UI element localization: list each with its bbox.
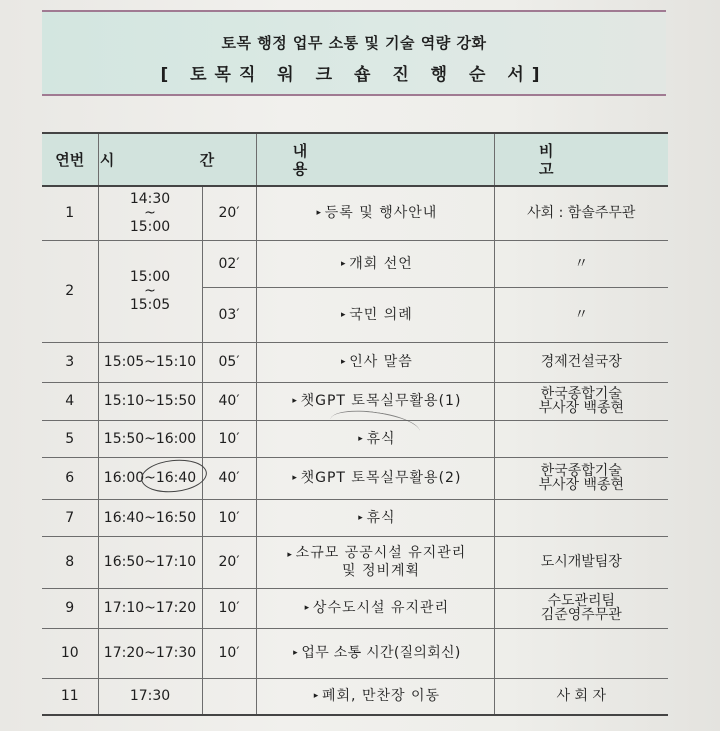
column-header-content: 내 용 xyxy=(256,133,494,186)
time-cell xyxy=(98,186,202,240)
table-row xyxy=(42,628,668,678)
content-text: 국민 의례 xyxy=(349,306,413,323)
column-header-no: 연번 xyxy=(42,133,98,186)
table-row xyxy=(42,678,668,715)
duration-cell: 10′ xyxy=(202,628,256,678)
duration-cell: 03′ xyxy=(202,287,256,342)
row-number: 4 xyxy=(42,382,98,420)
remark-line: 부사장 백종현 xyxy=(538,400,625,416)
content-text: 챗GPT 토목실무활용(2) xyxy=(300,470,462,486)
remark-cell xyxy=(494,382,668,420)
content-cell xyxy=(256,588,494,628)
remark-cell: 〃 xyxy=(494,287,668,342)
duration-cell: 05′ xyxy=(202,342,256,382)
content-cell xyxy=(256,287,494,342)
triangle-right-icon: ▸ xyxy=(293,648,298,658)
time-separator: ~ xyxy=(144,205,156,222)
table-row xyxy=(42,382,668,420)
table-row xyxy=(42,186,668,240)
remark-line: 한국종합기술 xyxy=(540,386,622,402)
remark-cell xyxy=(494,420,668,457)
content-text: 소규모 공공시설 유지관리 xyxy=(295,545,467,561)
column-header-time: 시 간 xyxy=(98,133,256,186)
content-text: 개회 선언 xyxy=(349,255,413,272)
time-cell: 15:10~15:50 xyxy=(98,382,202,420)
content-cell xyxy=(256,382,494,420)
row-number: 5 xyxy=(42,420,98,457)
remark-cell: 사회 : 함솔주무관 xyxy=(494,186,668,240)
table-row xyxy=(42,588,668,628)
content-cell xyxy=(256,186,494,240)
content-text: 휴식 xyxy=(366,430,396,447)
triangle-right-icon: ▸ xyxy=(313,691,319,702)
table-row xyxy=(42,420,668,457)
table-header-row xyxy=(42,133,668,186)
title-banner xyxy=(42,10,666,96)
triangle-right-icon: ▸ xyxy=(340,309,346,320)
time-cell: 16:00~16:40 xyxy=(98,457,202,499)
duration-cell: 40′ xyxy=(202,382,256,420)
table-row xyxy=(42,536,668,588)
triangle-right-icon: ▸ xyxy=(316,208,321,219)
row-number: 7 xyxy=(42,499,98,536)
content-text: 폐회, 만찬장 이동 xyxy=(322,688,441,705)
content-cell xyxy=(256,678,494,715)
remark-cell: 사 회 자 xyxy=(494,678,668,715)
table-row xyxy=(42,342,668,382)
time-cell: 15:50~16:00 xyxy=(98,420,202,457)
document-title: 토목 행정 업무 소통 및 기술 역량 강화 xyxy=(221,34,487,52)
content-text: 휴식 xyxy=(366,509,396,526)
table-row xyxy=(42,499,668,536)
triangle-right-icon: ▸ xyxy=(304,603,310,613)
time-cell: 17:20~17:30 xyxy=(98,628,202,678)
time-end: 15:00 xyxy=(129,219,171,236)
remark-cell: 〃 xyxy=(494,240,668,287)
remark-line: 김준영주무관 xyxy=(540,607,622,623)
table-row xyxy=(42,457,668,499)
duration-cell: 10′ xyxy=(202,499,256,536)
document-subtitle: [ 토목직 워 크 숍 진 행 순 서] xyxy=(160,65,548,85)
row-number: 8 xyxy=(42,536,98,588)
content-cell xyxy=(256,457,494,499)
duration-cell: 20′ xyxy=(202,536,256,588)
content-cell xyxy=(256,499,494,536)
duration-cell xyxy=(202,678,256,715)
time-end: 15:05 xyxy=(129,297,171,313)
row-number: 9 xyxy=(42,588,98,628)
time-cell xyxy=(98,240,202,342)
time-start: 14:30 xyxy=(129,191,171,208)
remark-line: 한국종합기술 xyxy=(540,463,622,479)
content-text: 인사 말씀 xyxy=(349,354,413,370)
duration-cell: 40′ xyxy=(202,457,256,499)
time-cell: 15:05~15:10 xyxy=(98,342,202,382)
triangle-right-icon: ▸ xyxy=(358,433,363,444)
content-cell xyxy=(256,536,494,588)
remark-cell: 경제건설국장 xyxy=(494,342,668,382)
triangle-right-icon: ▸ xyxy=(340,357,346,367)
duration-cell: 02′ xyxy=(202,240,256,287)
remark-cell xyxy=(494,499,668,536)
remark-line: 부사장 백종현 xyxy=(538,477,625,493)
row-number: 1 xyxy=(42,186,98,240)
content-text: 상수도시설 유지관리 xyxy=(312,600,450,616)
content-text: 등록 및 행사안내 xyxy=(324,205,438,222)
content-cell xyxy=(256,240,494,287)
time-cell: 16:50~17:10 xyxy=(98,536,202,588)
content-text: 챗GPT 토목실무활용(1) xyxy=(300,393,462,409)
remark-cell xyxy=(494,588,668,628)
content-cell xyxy=(256,628,494,678)
table-row xyxy=(42,240,668,287)
remark-cell: 도시개발팀장 xyxy=(494,536,668,588)
time-start: 15:00 xyxy=(129,269,171,285)
time-cell: 16:40~16:50 xyxy=(98,499,202,536)
remark-line: 수도관리팀 xyxy=(547,593,616,609)
column-header-remark: 비 고 xyxy=(494,133,668,186)
row-number: 3 xyxy=(42,342,98,382)
triangle-right-icon: ▸ xyxy=(287,550,292,560)
duration-cell: 10′ xyxy=(202,420,256,457)
agenda-table xyxy=(42,132,668,716)
triangle-right-icon: ▸ xyxy=(292,473,297,483)
row-number: 11 xyxy=(42,678,98,715)
remark-cell xyxy=(494,628,668,678)
content-cell xyxy=(256,342,494,382)
remark-cell xyxy=(494,457,668,499)
time-cell: 17:10~17:20 xyxy=(98,588,202,628)
row-number: 10 xyxy=(42,628,98,678)
triangle-right-icon: ▸ xyxy=(292,396,297,406)
triangle-right-icon: ▸ xyxy=(340,258,346,269)
content-text: 및 정비계획 xyxy=(341,563,421,579)
content-cell xyxy=(256,420,494,457)
row-number: 6 xyxy=(42,457,98,499)
time-separator: ~ xyxy=(144,283,156,299)
duration-cell: 10′ xyxy=(202,588,256,628)
content-text: 업무 소통 시간(질의회신) xyxy=(301,645,461,661)
time-cell: 17:30 xyxy=(98,678,202,715)
duration-cell: 20′ xyxy=(202,186,256,240)
triangle-right-icon: ▸ xyxy=(358,512,363,523)
row-number: 2 xyxy=(42,240,98,342)
